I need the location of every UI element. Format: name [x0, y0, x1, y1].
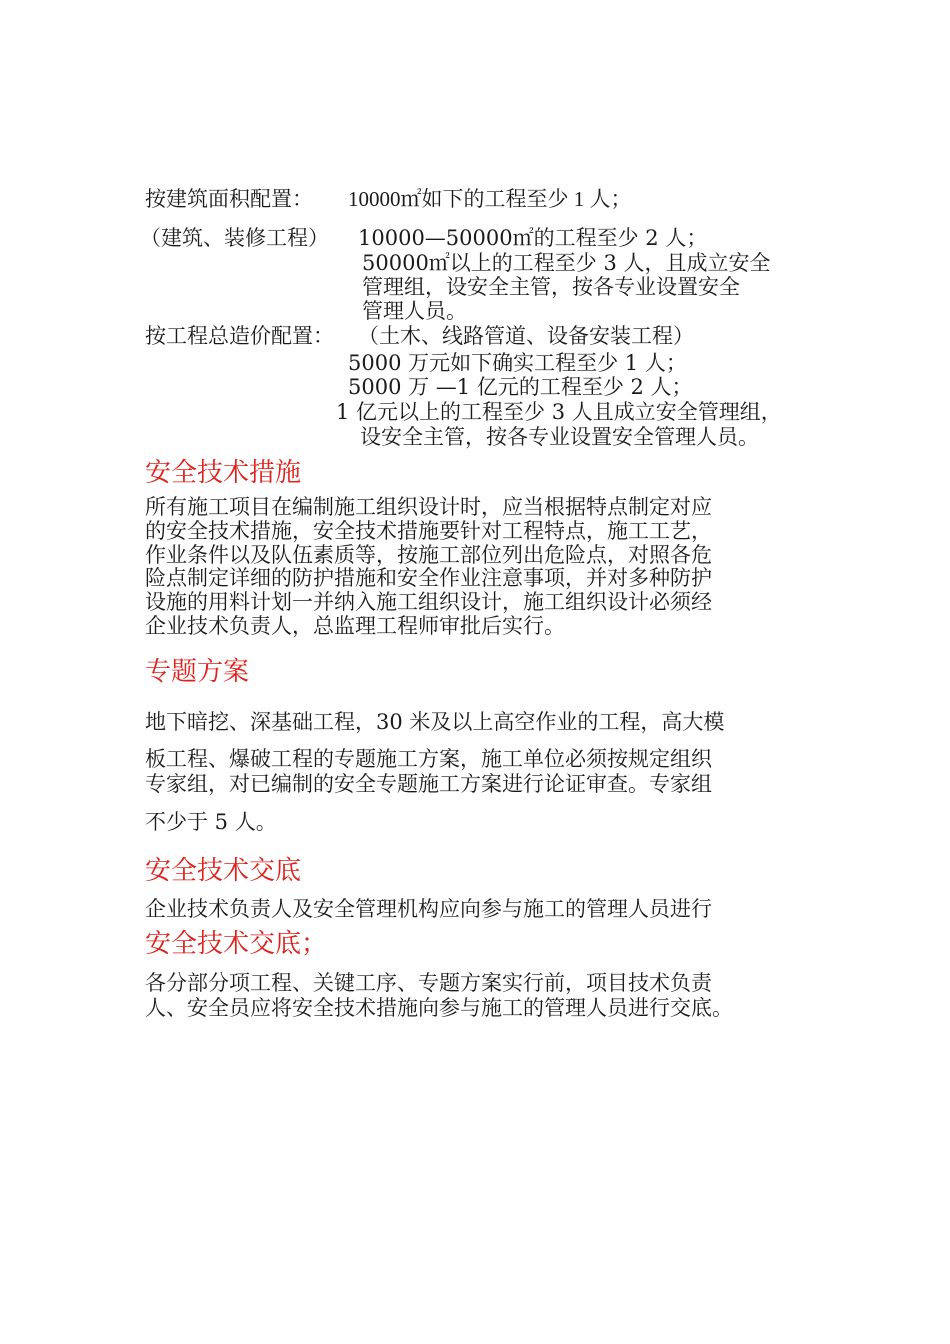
by-area-line-3b: 管理组，设安全主管，按各专业设置安全 — [362, 275, 740, 299]
by-area-line-3a: 50000㎡以上的工程至少 3 人，且成立安全 — [362, 251, 771, 275]
by-area-label: 按建筑面积配置： — [145, 187, 313, 211]
by-cost-label: 按工程总造价配置： — [145, 324, 334, 348]
heading-special-plan: 专题方案 — [145, 657, 250, 687]
heading-technical-briefing-2: 安全技术交底； — [145, 929, 328, 959]
area-category: （建筑、装修工程） — [140, 226, 329, 250]
briefing2-line-2: 人、安全员应将安全技术措施向参与施工的管理人员进行交底。 — [145, 996, 733, 1020]
paragraph-safety-measures — [145, 496, 810, 639]
heading-safety-measures: 安全技术措施 — [145, 458, 302, 488]
by-area-line-3c: 管理人员。 — [362, 299, 467, 323]
paragraph-line: 设施的用料计划一并纳入施工组织设计，施工组织设计必须经 — [145, 590, 712, 615]
special-line-4: 不少于 5 人。 — [145, 810, 277, 834]
paragraph-line: 企业技术负责人，总监理工程师审批后实行。 — [145, 613, 565, 638]
heading-technical-briefing: 安全技术交底 — [145, 856, 302, 886]
by-cost-line-3b: 设安全主管，按各专业设置安全管理人员。 — [360, 425, 759, 449]
by-area-line-2: 10000—50000㎡的工程至少 2 人； — [358, 226, 708, 250]
paragraph-line: 的安全技术措施，安全技术措施要针对工程特点，施工工艺， — [145, 518, 712, 543]
by-area-line-1: 10000㎡如下的工程至少 1 人； — [348, 187, 632, 211]
briefing-line-1: 企业技术负责人及安全管理机构应向参与施工的管理人员进行 — [145, 897, 712, 921]
by-cost-line-3a: 1 亿元以上的工程至少 3 人且成立安全管理组， — [336, 400, 782, 424]
by-cost-line-1: 5000 万元如下确实工程至少 1 人； — [348, 351, 687, 375]
paragraph-line: 险点制定详细的防护措施和安全作业注意事项，并对多种防护 — [145, 566, 712, 591]
paragraph-line: 所有施工项目在编制施工组织设计时，应当根据特点制定对应 — [145, 495, 712, 519]
special-line-1: 地下暗挖、深基础工程，30 米及以上高空作业的工程，高大模 — [145, 710, 725, 734]
special-line-3: 专家组，对已编制的安全专题施工方案进行论证审查。专家组 — [145, 772, 712, 796]
by-cost-line-2: 5000 万 —1 亿元的工程至少 2 人； — [348, 375, 693, 399]
briefing2-line-1: 各分部分项工程、关键工序、专题方案实行前，项目技术负责 — [145, 971, 712, 995]
cost-category: （土木、线路管道、设备安装工程） — [358, 324, 694, 348]
paragraph-line: 作业条件以及队伍素质等，按施工部位列出危险点，对照各危 — [145, 542, 712, 567]
special-line-2: 板工程、爆破工程的专题施工方案，施工单位必须按规定组织 — [145, 747, 712, 771]
